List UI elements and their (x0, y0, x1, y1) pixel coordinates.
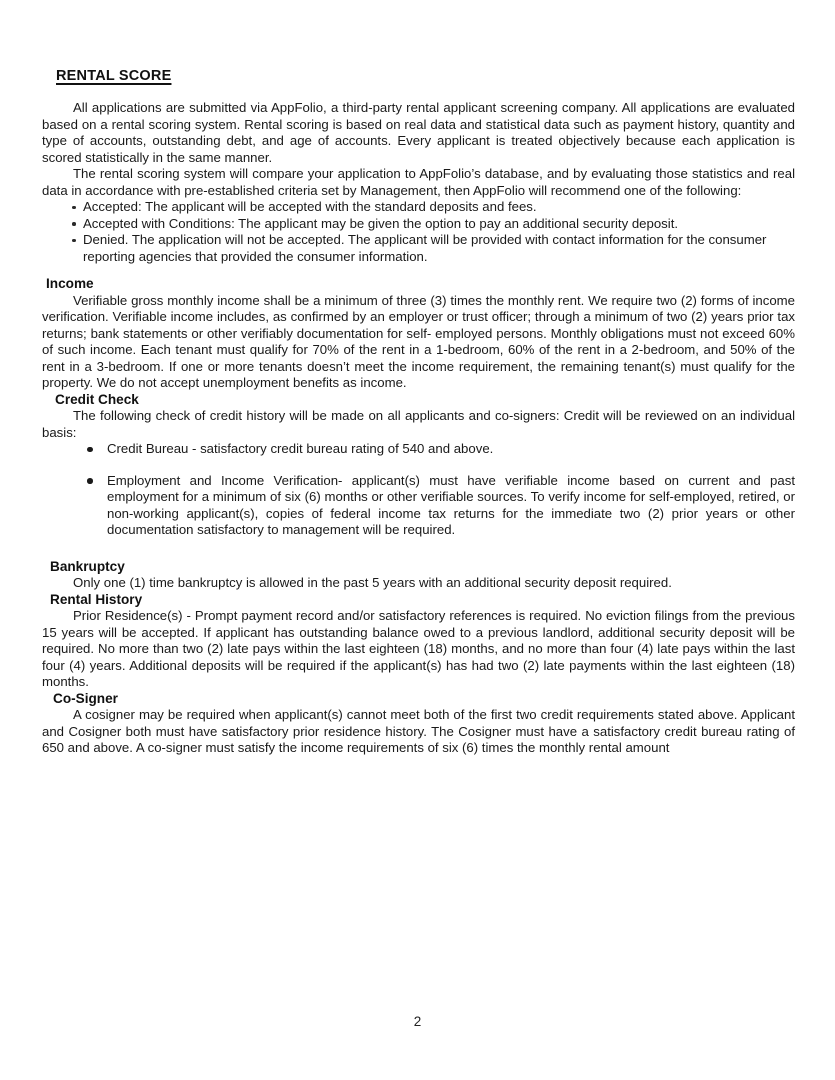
credit-check-paragraph: The following check of credit history will be made on all applicants and co-signers: Credit will be reviewed on an individual basis: (42, 408, 795, 440)
list-item-credit-bureau: Credit Bureau - satisfactory credit bureau rating of 540 and above. (42, 441, 795, 458)
list-item-denied: Denied. The application will not be accepted. The applicant will be provided with contact information for the consumer reporting agencies that provided the consumer information. (42, 232, 795, 265)
co-signer-paragraph: A cosigner may be required when applicant(s) cannot meet both of the first two credit requirements stated above. Applicant and Cosigner both must have satisfactory prior residence history. The Cosigner must have a satisfactory credit bureau rating of 650 and above. A co-signer must satisfy the income requirements of six (6) times the monthly rental amount (42, 707, 795, 755)
section-heading-credit-check: Credit Check (55, 391, 139, 407)
credit-check-bullet-list (42, 441, 795, 539)
list-item-accepted-with-conditions: Accepted with Conditions: The applicant may be given the option to pay an additional security deposit. (42, 216, 795, 233)
bankruptcy-paragraph: Only one (1) time bankruptcy is allowed in the past 5 years with an additional security deposit required. (73, 575, 672, 590)
page-number: 2 (413, 1014, 422, 1029)
list-item-accepted: Accepted: The applicant will be accepted with the standard deposits and fees. (42, 199, 795, 216)
list-item-employment-verification: Employment and Income Verification- applicant(s) must have verifiable income based on current and past employment for a minimum of six (6) months or other verifiable sources. To verify income for self-employed, retired, or non-working applicant(s), copies of federal income tax returns for the immediate two (2) prior years or other documentation satisfactory to management will be required. (42, 473, 795, 539)
section-heading-bankruptcy: Bankruptcy (50, 558, 125, 574)
screening-outcome-list (42, 199, 795, 265)
income-paragraph: Verifiable gross monthly income shall be a minimum of three (3) times the monthly rent. We require two (2) forms of income verification. Verifiable income includes, as confirmed by an employer or trust officer; through a minimum of two (2) years prior tax returns; bank statements or other verifiably documentation for self- employed persons. Monthly obligations must not exceed 60% of such income. Each tenant must qualify for 70% of the rent in a 1-bedroom, 60% of the rent in a 2-bedroom, and 50% of the rent in a 3-bedroom. If one or more tenants doesn’t meet the income requirement, the remaining tenant(s) must qualify for the property. We do not accept unemployment benefits as income. (42, 292, 795, 390)
intro-paragraph-2: The rental scoring system will compare your application to AppFolio’s database, and by evaluating those statistics and real data in accordance with pre-established criteria set by Management, then AppFolio will recommend one of the following: (42, 166, 795, 198)
section-heading-co-signer: Co-Signer (53, 690, 118, 706)
section-heading-income: Income (46, 276, 94, 291)
intro-paragraph-1: All applications are submitted via AppFolio, a third-party rental applicant screening company. All applications are evaluated based on a rental scoring system. Rental scoring is based on real data and statistical data such as payment history, quantity and type of accounts, outstanding debt, and age of accounts. Every applicant is treated objectively because each application is scored statistically in the same manner. (42, 100, 795, 165)
page-title: RENTAL SCORE (56, 68, 172, 84)
section-heading-rental-history: Rental History (50, 591, 143, 607)
rental-history-paragraph: Prior Residence(s) - Prompt payment record and/or satisfactory references is required. No eviction filings from the previous 15 years will be accepted. If applicant has outstanding balance owed to a previous landlord, additional security deposit will be required. No more than two (2) late pays within the last eighteen (18) months, and no more than four (4) late pays within the last four (4) years. Additional deposits will be required if the applicant(s) has had two (2) late payments within the last eighteen (18) months. (42, 608, 795, 689)
